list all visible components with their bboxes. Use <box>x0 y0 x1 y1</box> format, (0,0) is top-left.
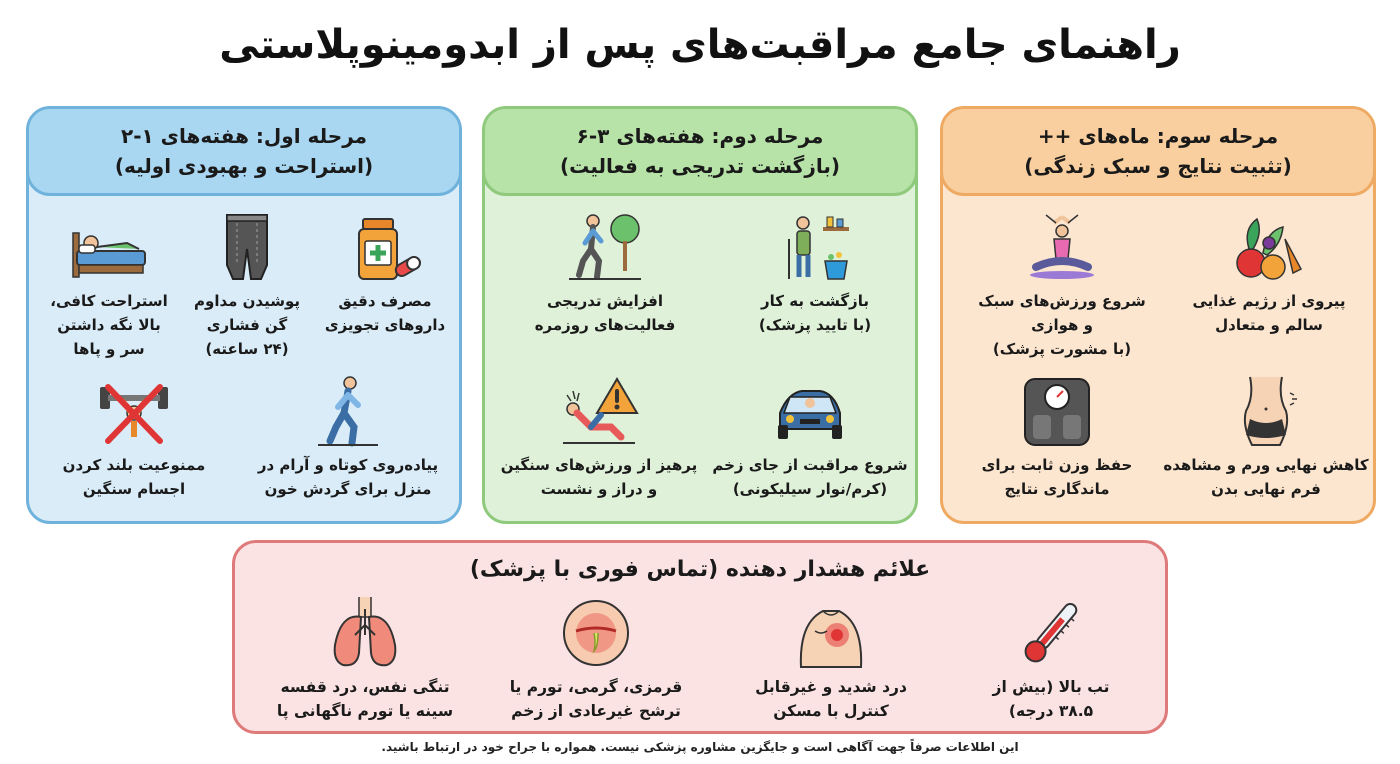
item-line: تب بالا (بیش از <box>992 678 1110 696</box>
phase-1-title: مرحله اول: هفته‌های ۱-۲ <box>120 124 368 148</box>
item-line: بازگشت به کار <box>761 292 869 310</box>
item-line: و دراز و نشست <box>540 480 658 498</box>
item-line: کنترل با مسکن <box>773 702 889 720</box>
item-line: گن فشاری <box>206 316 288 334</box>
phase-1-item <box>39 209 179 361</box>
return-to-work-icon <box>775 209 855 285</box>
item-line: حفظ وزن ثابت برای <box>981 456 1133 474</box>
thermometer-icon <box>1011 595 1091 671</box>
warning-item <box>721 595 941 723</box>
wound-infection-icon <box>556 595 636 671</box>
item-line: فرم نهایی بدن <box>1211 480 1321 498</box>
item-line: داروهای تجویزی <box>324 316 446 334</box>
item-line: ممنوعیت بلند کردن <box>62 456 206 474</box>
phase-3-item <box>957 209 1167 361</box>
scar-care-icon <box>770 373 850 449</box>
warning-signs-card <box>232 540 1168 734</box>
phase-2-item <box>725 209 905 337</box>
item-line: شروع مراقبت از جای زخم <box>712 456 908 474</box>
item-line: درد شدید و غیرقابل <box>755 678 907 696</box>
item-line: افزایش تدریجی <box>546 292 664 310</box>
phase-2-item <box>705 373 915 501</box>
phase-1-header <box>26 106 462 196</box>
phase-1-card <box>26 106 462 524</box>
no-sit-ups-warning-icon <box>559 373 639 449</box>
phase-3-card <box>940 106 1376 524</box>
phase-2-item <box>505 209 705 337</box>
walking-person-icon <box>308 373 388 449</box>
item-line: ترشح غیرعادی از زخم <box>511 702 681 720</box>
phase-3-subtitle: (تثبیت نتایج و سبک زندگی) <box>1024 154 1292 178</box>
phase-2-item <box>489 373 709 501</box>
item-line: پوشیدن مداوم <box>194 292 301 310</box>
warning-item <box>255 595 475 723</box>
phase-2-title: مرحله دوم: هفته‌های ۳-۶ <box>576 124 824 148</box>
phase-2-subtitle: (بازگشت تدریجی به فعالیت) <box>560 154 840 178</box>
walking-outdoors-icon <box>565 209 645 285</box>
item-line: بالا نگه داشتن <box>57 316 161 334</box>
phase-1-item <box>177 209 317 361</box>
pill-bottle-icon <box>345 209 425 285</box>
phase-3-title: مرحله سوم: ماه‌های ++ <box>1037 124 1279 148</box>
item-line: کاهش نهایی ورم و مشاهده <box>1163 456 1369 474</box>
phase-1-item <box>243 373 453 501</box>
warning-title: علائم هشدار دهنده (تماس فوری با پزشک) <box>469 557 931 582</box>
item-line: اجسام سنگین <box>82 480 186 498</box>
item-line: مصرف دقیق <box>338 292 432 310</box>
item-line: ماندگاری نتایج <box>1004 480 1110 498</box>
item-line: و هوازی <box>1031 316 1093 334</box>
item-line: (با تایید پزشک) <box>758 316 872 334</box>
weight-scale-icon <box>1017 373 1097 449</box>
phase-2-header <box>482 106 918 196</box>
phase-1-item <box>39 373 229 501</box>
item-line: شروع ورزش‌های سبک <box>978 292 1146 310</box>
phase-2-card <box>482 106 918 524</box>
warning-item <box>951 595 1151 723</box>
phase-1-subtitle: (استراحت و بهبودی اولیه) <box>114 154 374 178</box>
phase-3-item <box>1159 373 1373 501</box>
item-line: تنگی نفس، درد قفسه <box>280 678 450 696</box>
phase-1-item <box>315 209 455 337</box>
item-line: سینه یا تورم ناگهانی پا <box>276 702 454 720</box>
item-line: (با مشورت پزشک) <box>992 340 1132 358</box>
item-line: (۲۴ ساعته) <box>205 340 289 358</box>
item-line: (کرم/نوار سیلیکونی) <box>732 480 888 498</box>
item-line: منزل برای گردش خون <box>264 480 432 498</box>
item-line: سالم و متعادل <box>1215 316 1323 334</box>
phase-3-item <box>1169 209 1369 337</box>
yoga-icon <box>1022 209 1102 285</box>
phase-3-item <box>957 373 1157 501</box>
lungs-icon <box>325 595 405 671</box>
item-line: پیاده‌روی کوتاه و آرام در <box>257 456 439 474</box>
healthy-food-icon <box>1229 209 1309 285</box>
phase-3-header <box>940 106 1376 196</box>
chest-pain-icon <box>791 595 871 671</box>
no-heavy-lifting-icon <box>94 373 174 449</box>
body-shape-icon <box>1226 373 1306 449</box>
page-title: راهنمای جامع مراقبت‌های پس از ابدومینوپلاستی <box>219 22 1181 68</box>
item-line: پرهیز از ورزش‌های سنگین <box>500 456 698 474</box>
warning-item <box>481 595 711 723</box>
item-line: فعالیت‌های روزمره <box>534 316 676 334</box>
disclaimer-footer: این اطلاعات صرفاً جهت آگاهی است و جایگزین مشاوره پزشکی نیست. همواره با جراح خود در ارتباط باشید. <box>381 740 1019 754</box>
item-line: پیروی از رژیم غذایی <box>1192 292 1346 310</box>
item-line: سر و پاها <box>73 340 145 358</box>
item-line: ۳۸.۵ درجه) <box>1008 702 1094 720</box>
item-line: قرمزی، گرمی، تورم یا <box>509 678 683 696</box>
compression-garment-icon <box>207 209 287 285</box>
item-line: استراحت کافی، <box>50 292 168 310</box>
resting-in-bed-icon <box>69 209 149 285</box>
